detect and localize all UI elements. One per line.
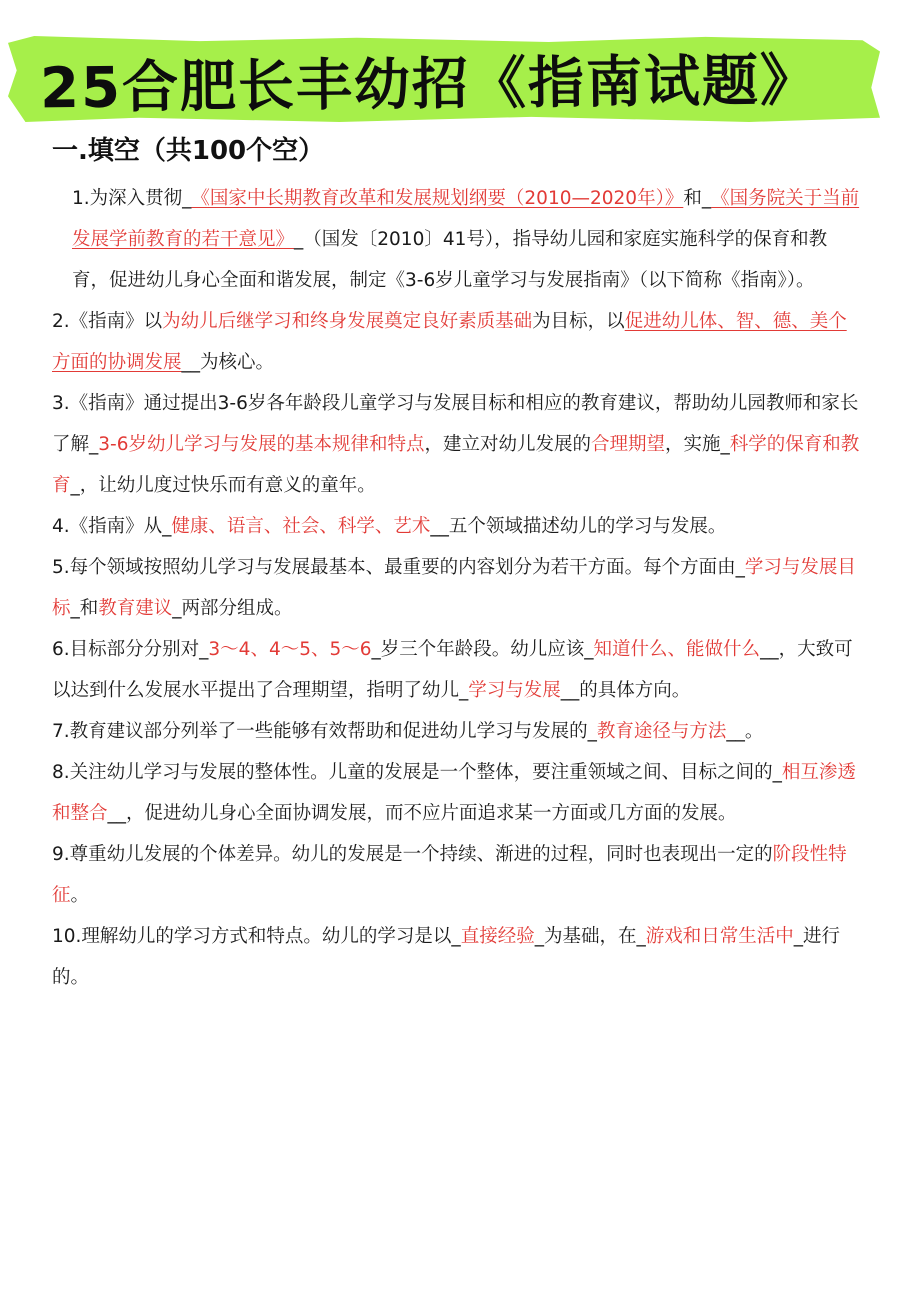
answer-text: 学习与发展 <box>468 680 561 701</box>
answer-text: 学习与发展目标 <box>52 557 856 619</box>
question-text: 2.《指南》以 <box>52 311 163 332</box>
question-item <box>52 383 862 506</box>
question-text: ，建立对幼儿发展的 <box>424 434 591 455</box>
question-text: 3.《指南》通过提出3-6岁各年龄段儿童学习与发展目标和相应的教育建议，帮助幼儿园教师和家长了解_ <box>52 393 859 455</box>
question-text: _为基础，在_ <box>534 926 646 947</box>
answer-text: 教育途径与方法 <box>596 721 727 742</box>
answer-text: 科学的保育和教育 <box>52 434 860 496</box>
question-text: __为核心。 <box>181 352 275 373</box>
question-text: 4.《指南》从_ <box>52 516 172 537</box>
question-text: __五个领域描述幼儿的学习与发展。 <box>430 516 727 537</box>
question-item <box>52 301 862 383</box>
answer-text: 促进幼儿体、智、德、美个方面的协调发展 <box>52 311 847 373</box>
question-item <box>52 711 862 752</box>
answer-text: 为幼儿后继学习和终身发展奠定良好素质基础 <box>162 311 533 332</box>
question-text: __的具体方向。 <box>560 680 691 701</box>
answer-text: 知道什么、能做什么 <box>593 639 761 660</box>
answer-text: 直接经验 <box>460 926 535 947</box>
question-item <box>52 547 862 629</box>
answer-text: 《国务院关于当前发展学前教育的若干意见》 <box>72 188 860 250</box>
section-heading: 一.填空（共100个空） <box>52 136 325 166</box>
answer-text: 3～4、4～5、5～6 <box>208 639 372 660</box>
answer-text: 阶段性特征 <box>52 844 847 906</box>
question-text: __，大致可以达到什么发展水平提出了合理期望，指明了幼儿_ <box>52 639 853 701</box>
answer-text: 游戏和日常生活中 <box>645 926 794 947</box>
question-text: __。 <box>726 721 764 742</box>
question-text: ，实施_ <box>665 434 730 455</box>
question-text: 9.尊重幼儿发展的个体差异。幼儿的发展是一个持续、渐进的过程，同时也表现出一定的 <box>52 844 773 865</box>
question-item <box>52 506 862 547</box>
answer-text: 健康、语言、社会、科学、艺术 <box>171 516 431 537</box>
question-text: 为目标，以 <box>532 311 625 332</box>
answer-text: 合理期望 <box>591 434 666 455</box>
question-item <box>52 916 862 998</box>
question-item <box>52 752 862 834</box>
question-item <box>52 178 862 301</box>
question-text: 6.目标部分分别对_ <box>52 639 209 660</box>
question-text: 5.每个领域按照幼儿学习与发展最基本、最重要的内容划分为若干方面。每个方面由_ <box>52 557 745 578</box>
question-text: 。 <box>70 885 90 906</box>
question-text: 10.理解幼儿的学习方式和特点。幼儿的学习是以_ <box>52 926 461 947</box>
answer-text: 教育建议 <box>98 598 173 619</box>
question-item <box>52 834 862 916</box>
question-text: _，让幼儿度过快乐而有意义的童年。 <box>70 475 376 496</box>
answer-text: 《国家中长期教育改革和发展规划纲要（2010—2020年）》 <box>191 188 684 209</box>
question-text: 7.教育建议部分列举了一些能够有效帮助和促进幼儿学习与发展的_ <box>52 721 597 742</box>
question-list <box>52 178 862 998</box>
question-text: 1.为深入贯彻_ <box>72 188 192 209</box>
question-text: _和 <box>70 598 99 619</box>
page-title: 25合肥长丰幼招《指南试题》 <box>39 48 819 122</box>
question-text: 8.关注幼儿学习与发展的整体性。儿童的发展是一个整体，要注重领域之间、目标之间的_ <box>52 762 782 783</box>
question-text: _（国发〔2010〕41号），指导幼儿园和家庭实施科学的保育和教育，促进幼儿身心全面和谐发展，制定《3-6岁儿童学习与发展指南》（以下简称《指南》）。 <box>72 229 828 291</box>
question-text: __，促进幼儿身心全面协调发展，而不应片面追求某一方面或几方面的发展。 <box>107 803 737 824</box>
question-text: _进行的。 <box>52 926 840 988</box>
question-text: _两部分组成。 <box>172 598 293 619</box>
question-text: _岁三个年龄段。幼儿应该_ <box>371 639 594 660</box>
question-text: 和_ <box>683 188 712 209</box>
answer-text: 相互渗透和整合 <box>52 762 856 824</box>
answer-text: 3-6岁幼儿学习与发展的基本规律和特点 <box>98 434 425 455</box>
question-item <box>52 629 862 711</box>
